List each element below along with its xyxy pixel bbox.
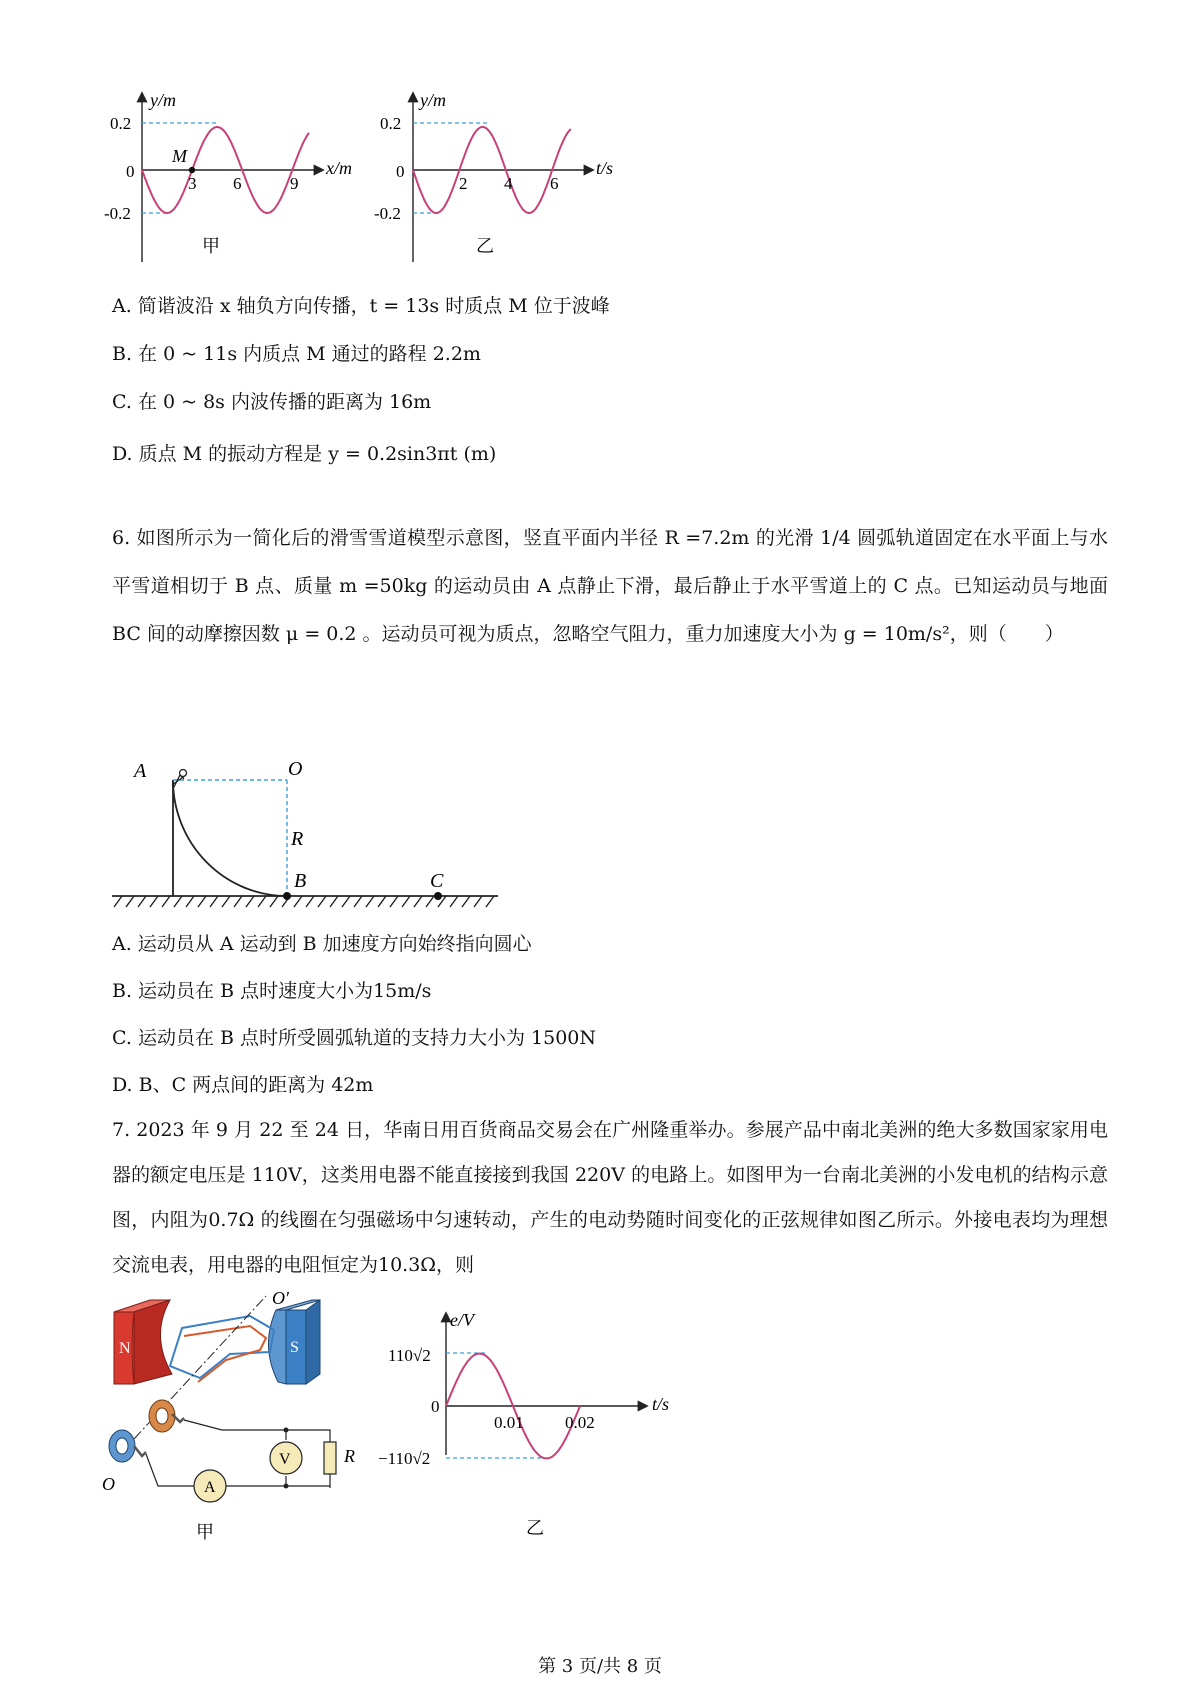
q7-figure-jia <box>100 1290 400 1545</box>
point-m <box>189 167 195 173</box>
ground-hatch <box>474 896 482 907</box>
resistor <box>324 1442 336 1474</box>
y-tick: -0.2 <box>374 204 401 223</box>
ground-hatch <box>270 896 278 907</box>
ground-hatch <box>126 896 134 907</box>
voltmeter-label: V <box>279 1451 291 1468</box>
label-r: R <box>291 828 304 850</box>
ground-hatch <box>150 896 158 907</box>
q7-stem: 7. 2023 年 9 月 22 至 24 日，华南日用百货商品交易会在广州隆重举办。参展产品中南北美洲的绝大多数国家家用电器的额定电压是 110V，这类用电器不能直接接到我国 220V 的电路上。如图甲为一台南北美洲的小发电机的结构示意图，内阻为0.7Ω 的线圈在匀强磁场中匀速转动，产生的电动势随时间变化的正弦规律如图乙所示。外接电表均为理想交流电表，用电器的电阻恒定为10.3Ω，则 <box>112 1119 1108 1276</box>
ground-hatch <box>234 896 242 907</box>
point-b <box>283 892 291 900</box>
ground-hatch <box>414 896 422 907</box>
arc-track <box>173 780 287 896</box>
label-b: B <box>294 870 307 892</box>
caption: 甲 <box>202 236 220 256</box>
ground-hatch <box>390 896 398 907</box>
ground-hatch <box>210 896 218 907</box>
q5-figure-yi <box>370 90 650 270</box>
magnet-n <box>114 1300 172 1384</box>
x-axis-label: t/s <box>652 1394 670 1414</box>
ground-hatch <box>294 896 302 907</box>
label-o: O <box>288 758 303 780</box>
y-tick: -0.2 <box>104 204 131 223</box>
q6-option-b: B. 运动员在 B 点时速度大小为15m/s <box>112 980 432 1002</box>
caption: 甲 <box>196 1522 214 1542</box>
ground-hatch <box>306 896 314 907</box>
q5-option-b: B. 在 0 ~ 11s 内质点 M 通过的路程 2.2m <box>112 343 481 365</box>
point-m-label: M <box>172 146 187 166</box>
ammeter <box>194 1470 226 1502</box>
y-tick: 110√2 <box>388 1346 431 1365</box>
x-axis-label: t/s <box>596 158 614 178</box>
ground-hatch <box>174 896 182 907</box>
coil <box>170 1316 274 1378</box>
q6-stem: 6. 如图所示为一简化后的滑雪雪道模型示意图，竖直平面内半径 R =7.2m 的光滑 1/4 圆弧轨道固定在水平面上与水平雪道相切于 B 点、质量 m =50kg 的运动员由 A 点静止下滑，最后静止于水平雪道上的 C 点。已知运动员与地面 BC 间的动摩擦因数 μ = 0.2 。运动员可视为质点，忽略空气阻力，重力加速度大小为 g = 10m/s²，则（ ） <box>112 527 1108 645</box>
q6-option-d: D. B、C 两点间的距离为 42m <box>112 1074 374 1096</box>
label-c: C <box>430 870 444 892</box>
axis-label-o: O <box>102 1474 115 1494</box>
x-tick: 0.01 <box>494 1413 524 1432</box>
q6-option-c: C. 运动员在 B 点时所受圆弧轨道的支持力大小为 1500N <box>112 1027 597 1049</box>
ground-hatch <box>138 896 146 907</box>
ground-hatch <box>222 896 230 907</box>
q6-option-a: A. 运动员从 A 运动到 B 加速度方向始终指向圆心 <box>112 933 532 955</box>
ground-hatch <box>342 896 350 907</box>
y-tick: −110√2 <box>378 1449 431 1468</box>
ground-hatch <box>450 896 458 907</box>
ground-hatch <box>402 896 410 907</box>
ground-hatch <box>426 896 434 907</box>
x-tick: 4 <box>504 174 513 193</box>
q5-option-d: D. 质点 M 的振动方程是 y = 0.2sin3πt (m) <box>112 443 497 465</box>
ground-hatch <box>366 896 374 907</box>
ground-hatch <box>486 896 494 907</box>
q6-figure <box>100 745 510 920</box>
slip-ring-upper <box>149 1400 175 1432</box>
x-tick: 9 <box>290 174 299 193</box>
q5-figure-jia <box>100 90 380 270</box>
ground-hatch <box>198 896 206 907</box>
ammeter-label: A <box>204 1479 216 1496</box>
y-axis-label: y/m <box>150 90 176 110</box>
skier-icon <box>172 770 187 788</box>
q5-option-a: A. 简谐波沿 x 轴负方向传播，t = 13s 时质点 M 位于波峰 <box>112 295 610 317</box>
magnet-n-label: N <box>119 1340 131 1357</box>
y-axis-label: y/m <box>420 90 446 110</box>
axis-label-o-prime: O′ <box>272 1288 289 1308</box>
magnet-s-label: S <box>290 1339 299 1356</box>
x-tick: 2 <box>459 174 468 193</box>
resistor-label: R <box>344 1446 355 1466</box>
ground-hatch <box>258 896 266 907</box>
label-a: A <box>134 760 147 782</box>
voltmeter <box>270 1442 302 1474</box>
ground-hatch <box>330 896 338 907</box>
y-tick: 0.2 <box>380 114 402 133</box>
x-tick: 6 <box>550 174 559 193</box>
point-c <box>434 892 442 900</box>
y-tick: 0.2 <box>110 114 132 133</box>
ground-hatch <box>318 896 326 907</box>
ground-hatch <box>114 896 122 907</box>
y-axis-label: e/V <box>450 1310 474 1330</box>
slip-ring-lower <box>109 1430 135 1462</box>
magnet-s <box>268 1300 320 1384</box>
q7-figure-yi <box>378 1310 740 1550</box>
x-tick: 3 <box>188 174 197 193</box>
y-tick: 0 <box>396 162 405 181</box>
page-footer: 第 3 页/共 8 页 <box>538 1656 662 1677</box>
x-tick: 0.02 <box>565 1413 595 1432</box>
x-tick: 6 <box>233 174 242 193</box>
y-tick: 0 <box>431 1397 440 1416</box>
ground-hatch <box>162 896 170 907</box>
ground-hatch <box>378 896 386 907</box>
ground-hatch <box>186 896 194 907</box>
ground-hatch <box>354 896 362 907</box>
caption: 乙 <box>476 236 494 256</box>
ground-hatch <box>246 896 254 907</box>
y-tick: 0 <box>126 162 135 181</box>
ground-hatch <box>462 896 470 907</box>
caption: 乙 <box>526 1518 544 1538</box>
x-axis-label: x/m <box>326 158 352 178</box>
q5-option-c: C. 在 0 ~ 8s 内波传播的距离为 16m <box>112 391 432 413</box>
